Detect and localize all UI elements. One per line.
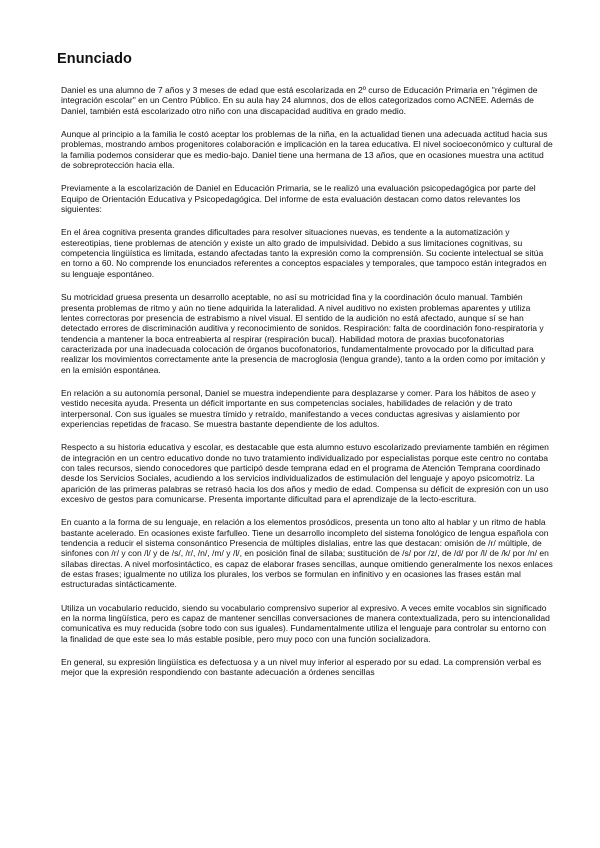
paragraph-vocabulary: Utiliza un vocabulario reducido, siendo su vocabulario comprensivo superior al expresivo. A veces emite vocablos sin significado en la norma lingüística, pero es capaz de mantener sencillas conversaciones de manera contextualizada, pero su intencionalidad comunicativa es muy reducida (sobre todo con sus iguales). Fundamentalmente utiliza el lenguaje para controlar su entorno con la finalidad de que este sea lo más estable posible, pero muy poco con una función socializadora. — [61, 602, 550, 644]
paragraph-educational-history: Respecto a su historia educativa y escolar, es destacable que esta alumno estuvo escolarizado previamente también en régimen de integración en un centro educativo donde no tuvo tratamiento individualizado por especialistas porque este centro no contaba con tales recursos, siendo conocedores que participó desde temprana edad en el programa de Atención Temprana coordinado desde los Servicios Sociales, acudiendo a los servicios individualizados de estimulación del lenguaje y apoyo psicomotriz. La aparición de las primeras palabras se retrasó hacia los dos años y medio de edad. Compensa su déficit de expresión con un uso excesivo de gestos para comunicarse. Presenta importante dificultad para el aprendizaje de la lecto-escritura. — [61, 442, 549, 504]
paragraph-evaluation-intro: Previamente a la escolarización de Daniel en Educación Primaria, se le realizó una evaluación psicopedagógica por parte del Equipo de Orientación Educativa y Psicopedagógica. Del informe de esta evaluación destacan como datos relevantes los siguientes: — [61, 183, 536, 215]
paragraph-student-context: Daniel es una alumno de 7 años y 3 meses de edad que está escolarizada en 2º curso de Educación Primaria en "régimen de integración escolar" en un Centro Público. En su aula hay 24 alumnos, dos de ellos categorizados como ACNEE. Además de Daniel, también está escolarizado otro niño con una discapacidad auditiva en grado medio. — [61, 85, 538, 116]
paragraph-motor-skills: Su motricidad gruesa presenta un desarrollo aceptable, no así su motricidad fina y la coordinación óculo manual. También presenta problemas de ritmo y aún no tiene adquirida la lateralidad. A nivel auditivo no existen problemas aparentes y utiliza lentes correctoras por presencia de estrabismo a nivel visual. El sentido de la audición no está afectado, aunque sí se han detectado errores de discriminación auditiva y reconocimiento de sonidos. Respiración: falta de coordinación fono-respiratoria y tendencia a mantener la boca entreabierta al respirar (respiración bucal). Habilidad motora de praxias bucofonatorias caracterizada por una inadecuada colocación de órganos bucofonatorios, fundamentalmente provocado por la dificultad para realizar los movimientos correctamente ante la presencia de macroglosia (lengua grande), tanto a la orden como por imitación y en la emisión espontánea. — [61, 292, 546, 375]
paragraph-autonomy: En relación a su autonomía personal, Daniel se muestra independiente para desplazarse y comer. Para los hábitos de aseo y vestido necesita ayuda. Presenta un déficit importante en sus competencias sociales, habilidades de relación y de trato interpersonal. Con sus iguales se muestra tímido y retraído, manifestando a veces conductas agresivas y aislamiento por experiencias repetidas de fracaso. Se muestra bastante dependiente de los adultos. — [61, 387, 536, 429]
paragraph-cognitive-area: En el área cognitiva presenta grandes dificultades para resolver situaciones nuevas, es tendente a la automatización y estereotipias, tiene problemas de atención y existe un alto grado de impulsividad. Debido a sus limitaciones cognitivas, su competencia lingüística es limitada, estando afectadas tanto la expresión como la comprensión. Su cociente intelectual se sitúa en torno a 60. No comprende los enunciados referentes a conceptos espaciales y temporales, que tampoco están integrados en su lenguaje espontáneo. — [61, 227, 547, 279]
document-title: Enunciado — [57, 51, 133, 67]
paragraph-family: Aunque al principio a la familia le costó aceptar los problemas de la niña, en la actualidad tienen una adecuada actitud hacia sus problemas, mostrando ambos progenitores colaboración e implicación en la tarea educativa. El nivel socioeconómico y cultural de la familia podemos considerar que es medio-bajo. Daniel tiene una hermana de 13 años, que en ocasiones muestra una actitud de sobreprotección hacia ella. — [61, 129, 553, 171]
paragraph-language-form: En cuanto a la forma de su lenguaje, en relación a los elementos prosódicos, presenta un tono alto al hablar y un ritmo de habla bastante acelerado. En ocasiones existe farfulleo. Tiene un desarrollo incompleto del sistema fonológico de lengua española con tendencia a reducir el sistema consonántico Presencia de múltiples dislalias, entre las que destacan: omisión de /r/ múltiple, de sinfones con /r/ y con /l/ y de /s/, /r/, /n/, /m/ y /l/, en posición final de sílaba; sustitución de /s/ por /z/, de /d/ por /l/ de /k/ por /n/ en sílabas directas. A nivel morfosintáctico, es capaz de elaborar frases sencillas, aunque omitiendo generalmente los nexos enlaces de estas frases; igualmente no utiliza los plurales, los verbos se formulan en infinitivo y en ocasiones las frases están mal estructuradas sintácticamente. — [61, 517, 553, 590]
document-body — [61, 85, 553, 691]
paragraph-general-expression: En general, su expresión lingüística es defectuosa y a un nivel muy inferior al esperado por su edad. La comprensión verbal es mejor que la expresión respondiendo con bastante adecuación a órdenes sencillas — [61, 657, 542, 678]
